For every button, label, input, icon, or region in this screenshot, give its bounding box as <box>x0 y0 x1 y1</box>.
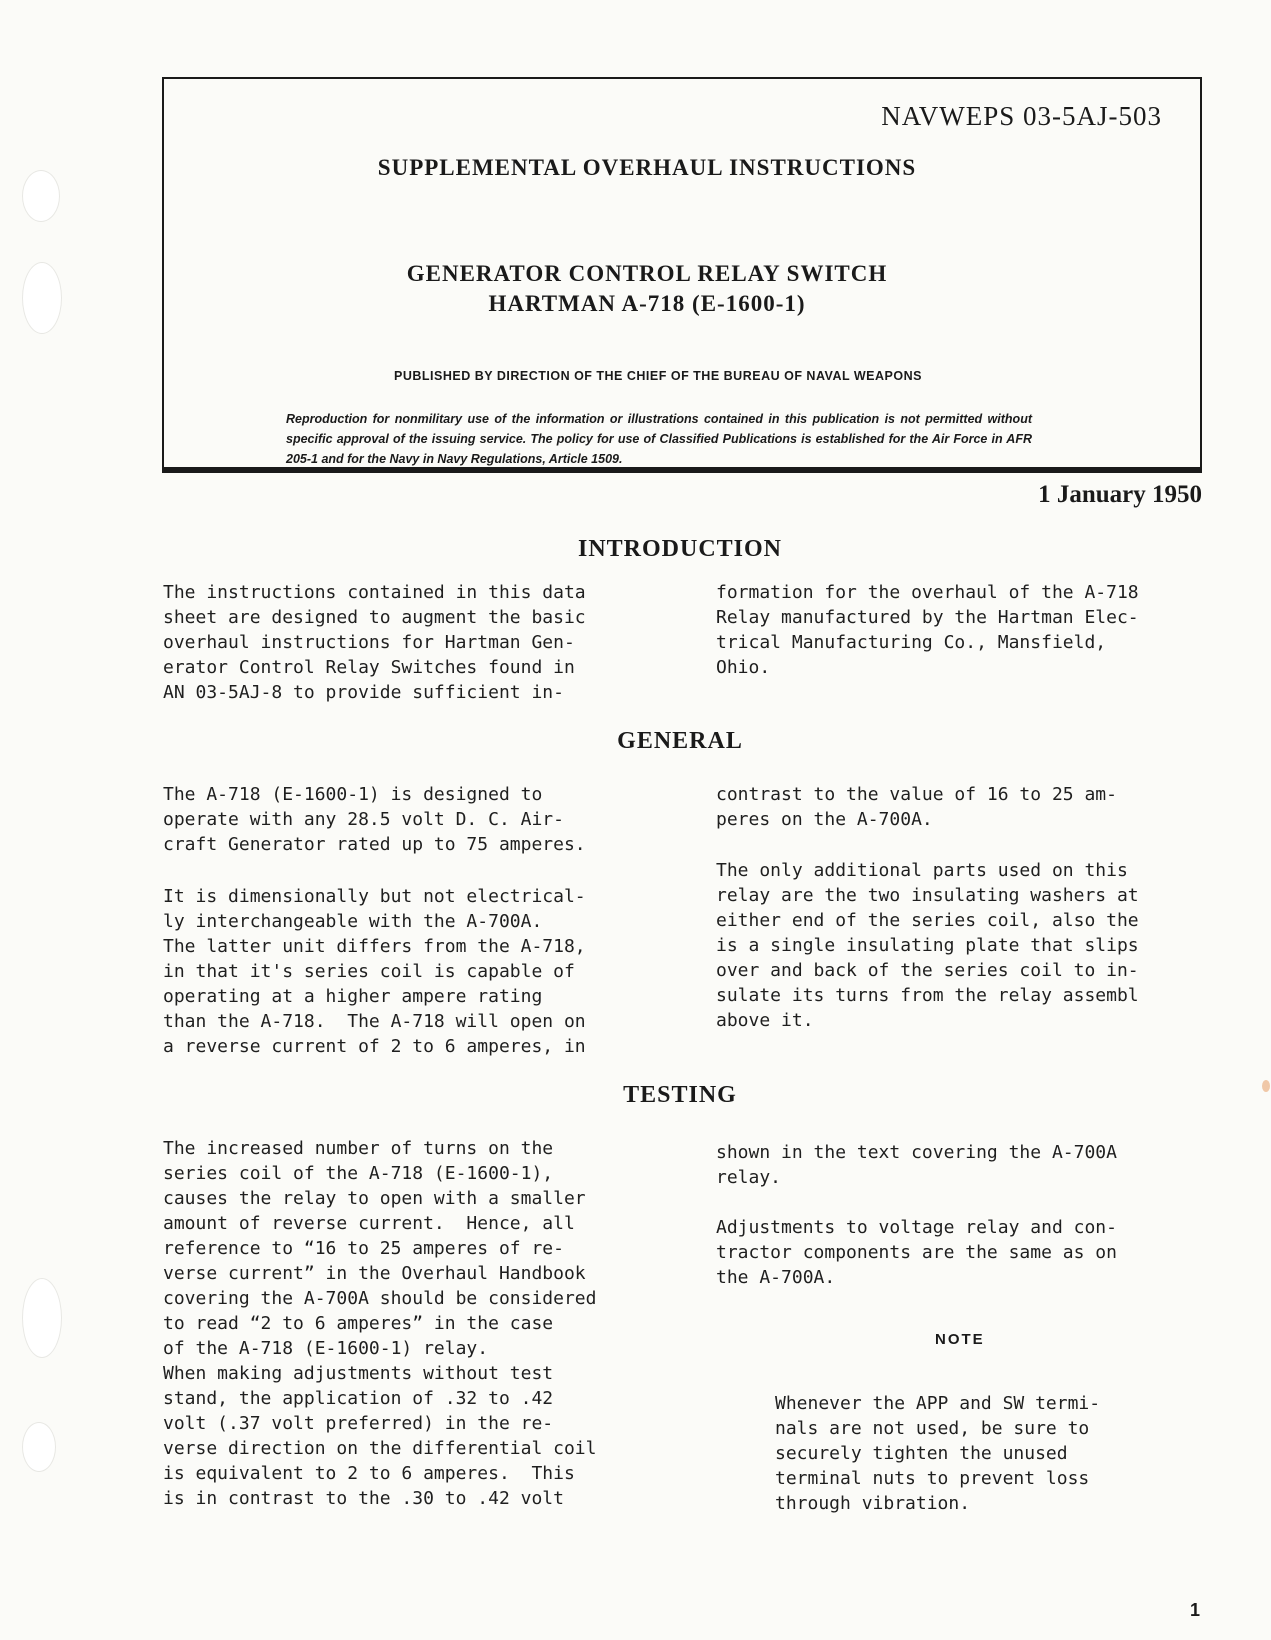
binder-hole <box>22 170 60 222</box>
published-by: PUBLISHED BY DIRECTION OF THE CHIEF OF THE BUREAU OF NAVAL WEAPONS <box>394 369 922 383</box>
title-line-1: GENERATOR CONTROL RELAY SWITCH <box>406 261 888 286</box>
section-heading-introduction: INTRODUCTION <box>577 536 783 562</box>
page-number: 1 <box>1190 1600 1201 1620</box>
testing-left-column: The increased number of turns on the series coil of the A-718 (E-1600-1), causes the relay to open with a smaller amount of reverse current. Hence, all reference to “16 to 25 amperes of re- verse current” in the Overhaul Handbook covering the A-700A should be considered to read “2 to 6 amperes” in the case of the A-718 (E-1600-1) relay. When making adjustments without test stand, the application of .32 to .42 volt (.37 volt preferred) in the re- verse direction on the differential coil is equivalent to 2 to 6 amperes. This is in contrast to the .30 to .42 volt <box>163 1138 597 1509</box>
publication-date: 1 January 1950 <box>1038 481 1202 508</box>
introduction-left-column: The instructions contained in this data sheet are designed to augment the basic overhaul instructions for Hartman Gen- erator Control Relay Switches found in AN 03-5AJ-8 to provide sufficient in- <box>163 582 586 703</box>
introduction-right-column: formation for the overhaul of the A-718 Relay manufactured by the Hartman Elec- trical Manufacturing Co., Mansfield, Ohio. <box>716 582 1139 678</box>
testing-right-paragraph-1: shown in the text covering the A-700A relay. <box>716 1142 1117 1188</box>
testing-right-paragraph-2: Adjustments to voltage relay and con- tractor components are the same as on the A-700A. <box>716 1217 1117 1288</box>
binder-hole <box>22 1278 62 1358</box>
title-line-2: HARTMAN A-718 (E-1600-1) <box>488 291 806 316</box>
general-left-paragraph-1: The A-718 (E-1600-1) is designed to operate with any 28.5 volt D. C. Air- craft Generator rated up to 75 amperes. <box>163 784 586 855</box>
binder-hole <box>22 262 62 334</box>
supplement-title: SUPPLEMENTAL OVERHAUL INSTRUCTIONS <box>377 155 917 180</box>
paper-mark <box>1262 1080 1270 1092</box>
note-text: Whenever the APP and SW termi- nals are not used, be sure to securely tighten the unused terminal nuts to prevent loss through vibration. <box>775 1393 1101 1514</box>
general-left-paragraph-2: It is dimensionally but not electrical- ly interchangeable with the A-700A. The latter unit differs from the A-718, in that it's series coil is capable of operating at a higher ampere rating than the A-718. The A-718 will open on a reverse current of 2 to 6 amperes, in <box>163 886 586 1057</box>
document-title <box>94 259 1200 319</box>
binder-hole <box>22 1422 56 1472</box>
general-right-paragraph-1: contrast to the value of 16 to 25 am- peres on the A-700A. <box>716 784 1117 830</box>
header-box <box>162 77 1202 473</box>
section-heading-general: GENERAL <box>617 728 743 754</box>
document-number: NAVWEPS 03-5AJ-503 <box>881 101 1162 131</box>
note-label: NOTE <box>935 1331 985 1348</box>
general-right-paragraph-2: The only additional parts used on this relay are the two insulating washers at either end of the series coil, also the is a single insulating plate that slips over and back of the series coil to in- sulate its turns from the relay assembl above it. <box>716 860 1139 1031</box>
section-heading-testing: TESTING <box>623 1082 737 1108</box>
reproduction-notice: Reproduction for nonmilitary use of the information or illustrations contained in this publication is not permitted without specific approval of the issuing service. The policy for use of Classified Publications is established for the Air Force in AFR 205-1 and for the Navy in Navy Regulations, Article 1509. <box>286 412 1032 466</box>
